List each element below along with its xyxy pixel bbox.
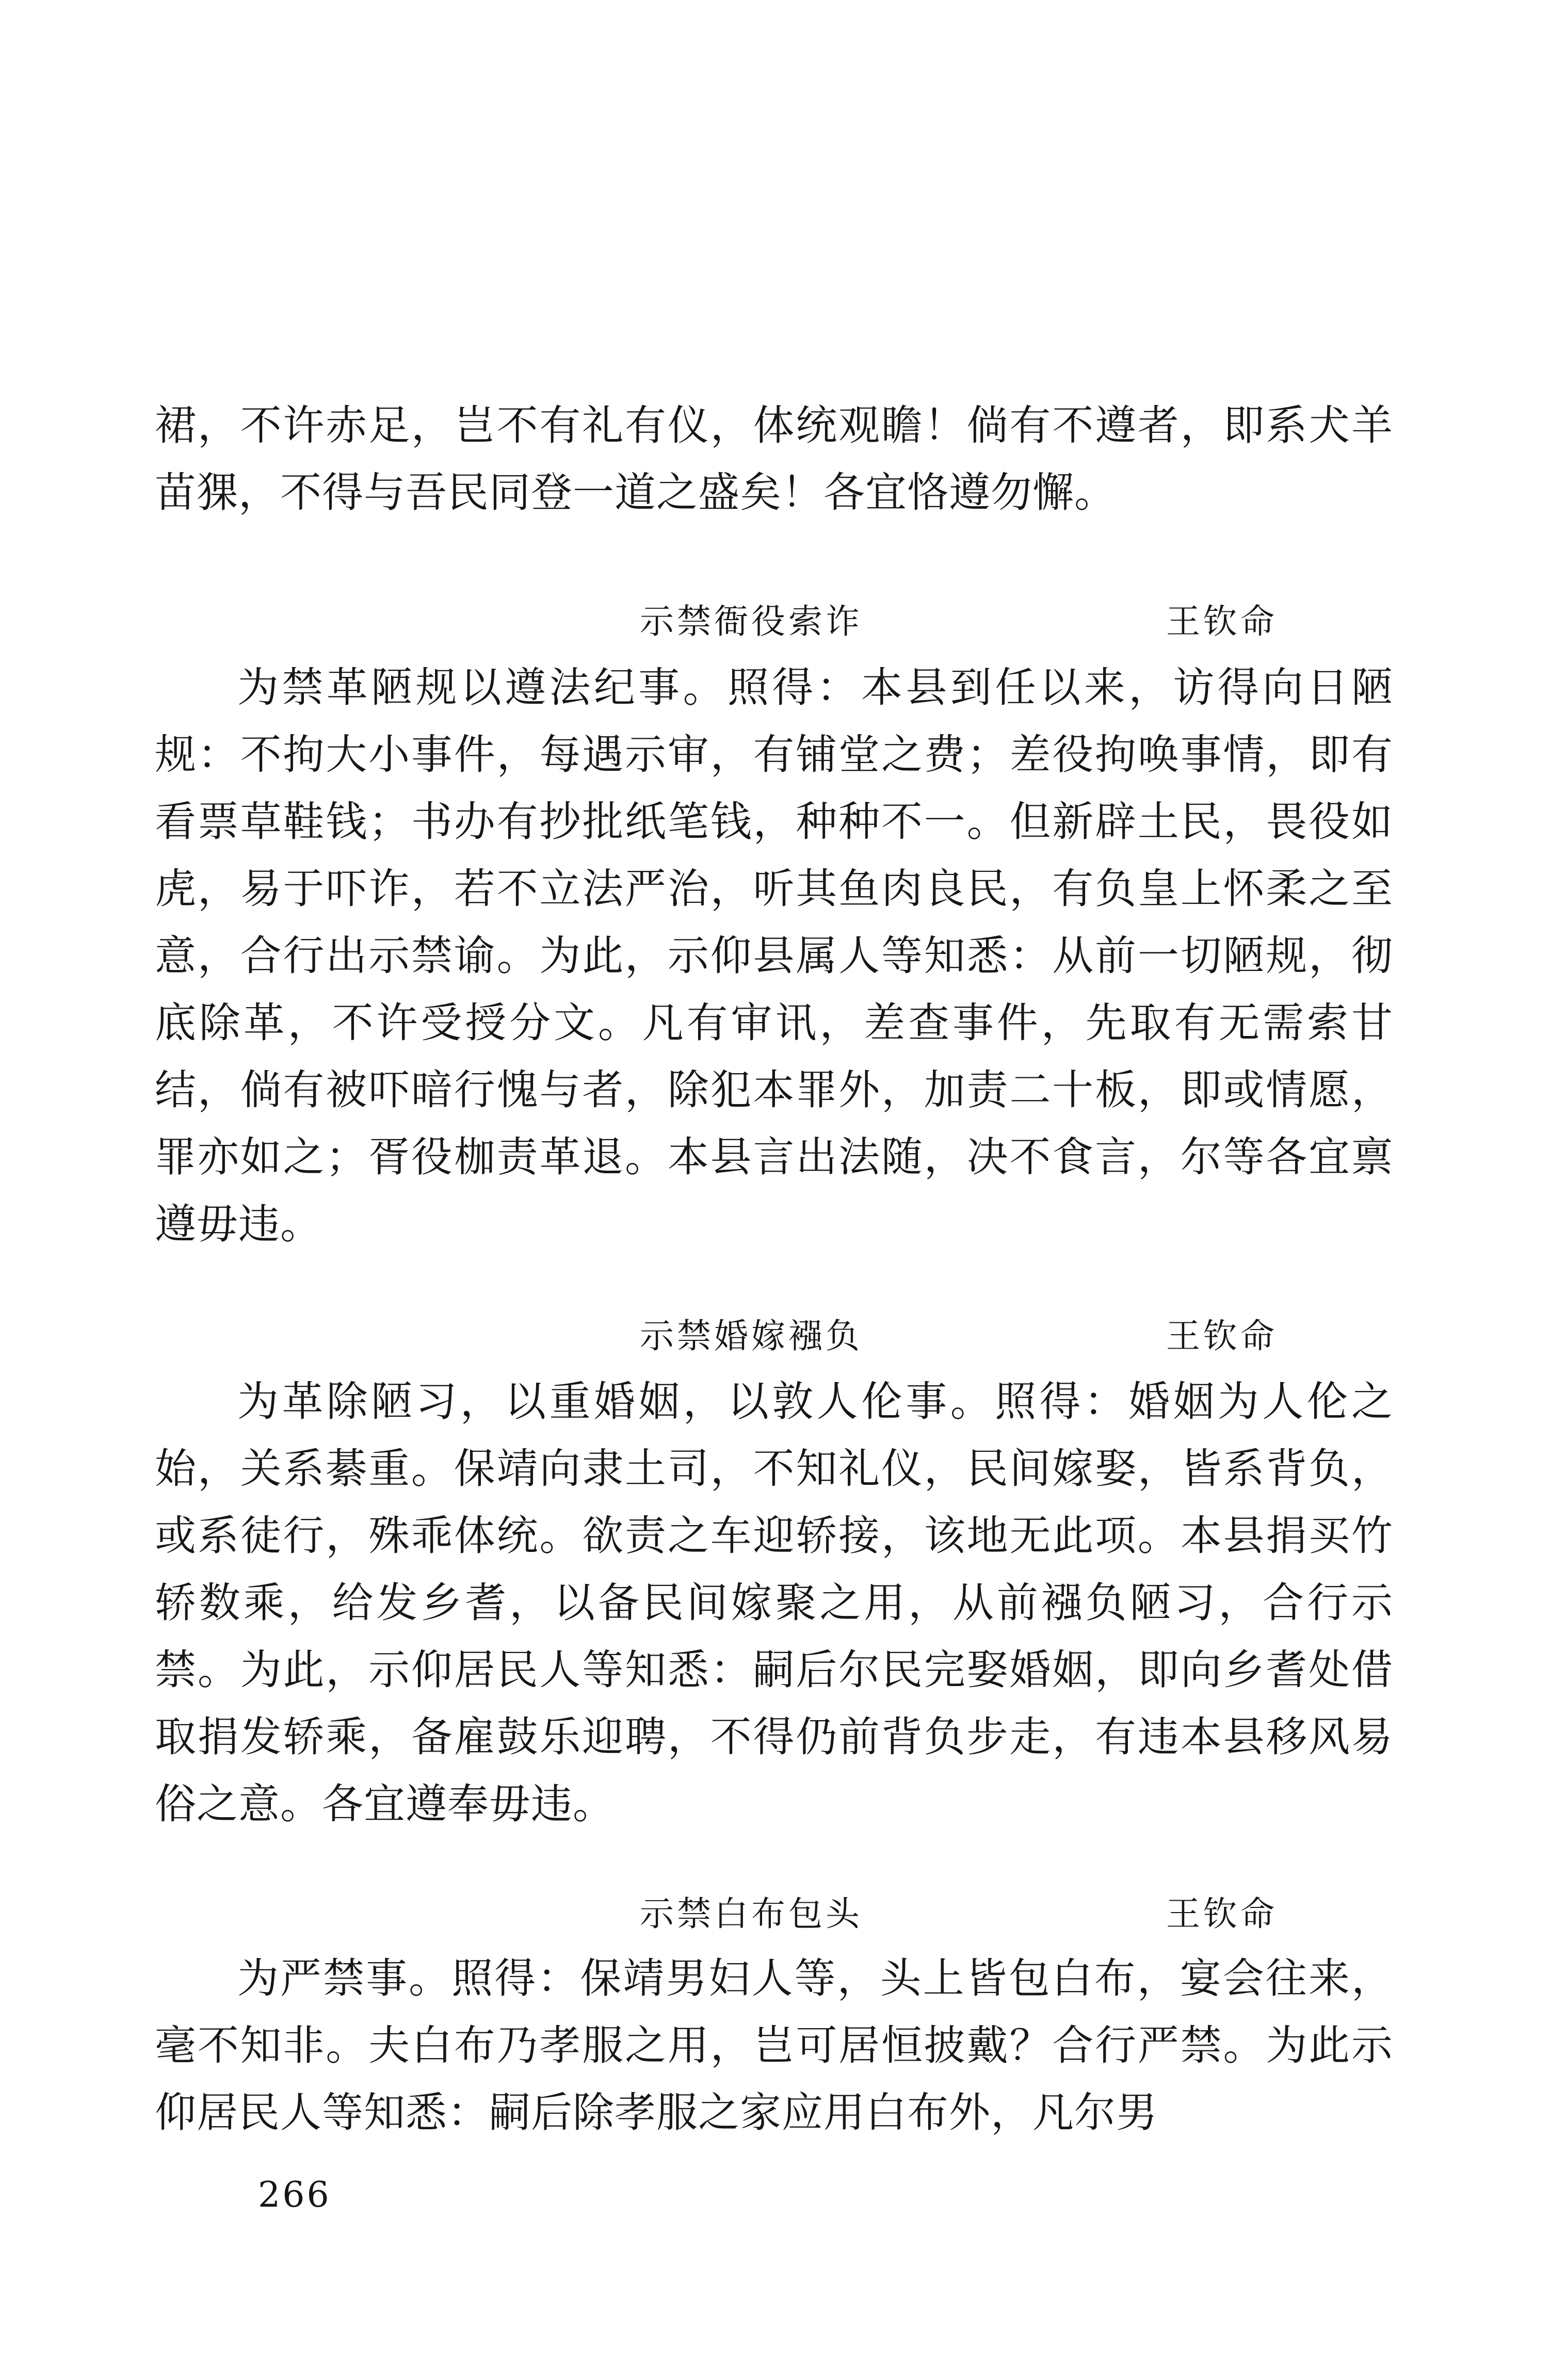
section-body-marriage: 为革除陋习，以重婚姻，以敦人伦事。照得：婚姻为人伦之始，关系綦重。保靖向隶土司，不知礼仪，民间嫁娶，皆系背负，或系徒行，殊乖体统。欲责之车迎轿接，该地无此项。本县捐买竹轿数乘，给发乡耆，以备民间嫁聚之用，从前襁负陋习，合行示禁。为此，示仰居民人等知悉：嗣后尔民完娶婚姻，即向乡耆处借取捐发轿乘，备雇鼓乐迎聘，不得仍前背负步走，有违本县移风易俗之意。各宜遵奉毋违。 (155, 1378, 1393, 1828)
section-heading-yamen-runners (155, 593, 1393, 650)
section-body-yamen-runners: 为禁革陋规以遵法纪事。照得：本县到任以来，访得向日陋规：不拘大小事件，每遇示审，有铺堂之费；差役拘唤事情，即有看票草鞋钱；书办有抄批纸笔钱，种种不一。但新辟土民，畏役如虎，易于吓诈，若不立法严治，听其鱼肉良民，有负皇上怀柔之至意，合行出示禁谕。为此，示仰县属人等知悉：从前一切陋规，彻底除革，不许受授分文。凡有审讯，差查事件，先取有无需索甘结，倘有被吓暗行愧与者，除犯本罪外，加责二十板，即或情愿，罪亦如之；胥役枷责革退。本县言出法随，决不食言，尔等各宜禀遵毋违。 (155, 663, 1393, 1248)
section-title: 示禁白布包头 (640, 1894, 863, 1934)
page-number: 266 (258, 2175, 331, 2215)
section-author: 王钦命 (1166, 1894, 1278, 1934)
section-body-white-cloth: 为严禁事。照得：保靖男妇人等，头上皆包白布，宴会往来，毫不知非。夫白布乃孝服之用，岂可居恒披戴？合行严禁。为此示仰居民人等知悉：嗣后除孝服之家应用白布外，凡尔男 (155, 1954, 1393, 2136)
section-title: 示禁衙役索诈 (640, 602, 863, 641)
section-author: 王钦命 (1166, 602, 1278, 641)
section-author: 王钦命 (1166, 1316, 1278, 1356)
section-heading-white-cloth (155, 1886, 1393, 1942)
section-title: 示禁婚嫁襁负 (640, 1316, 863, 1356)
opening-paragraph: 裙，不许赤足，岂不有礼有仪，体统观瞻！倘有不遵者，即系犬羊苗猓，不得与吾民同登一道之盛矣！各宜恪遵勿懈。 (155, 401, 1393, 516)
section-heading-marriage (155, 1308, 1393, 1365)
